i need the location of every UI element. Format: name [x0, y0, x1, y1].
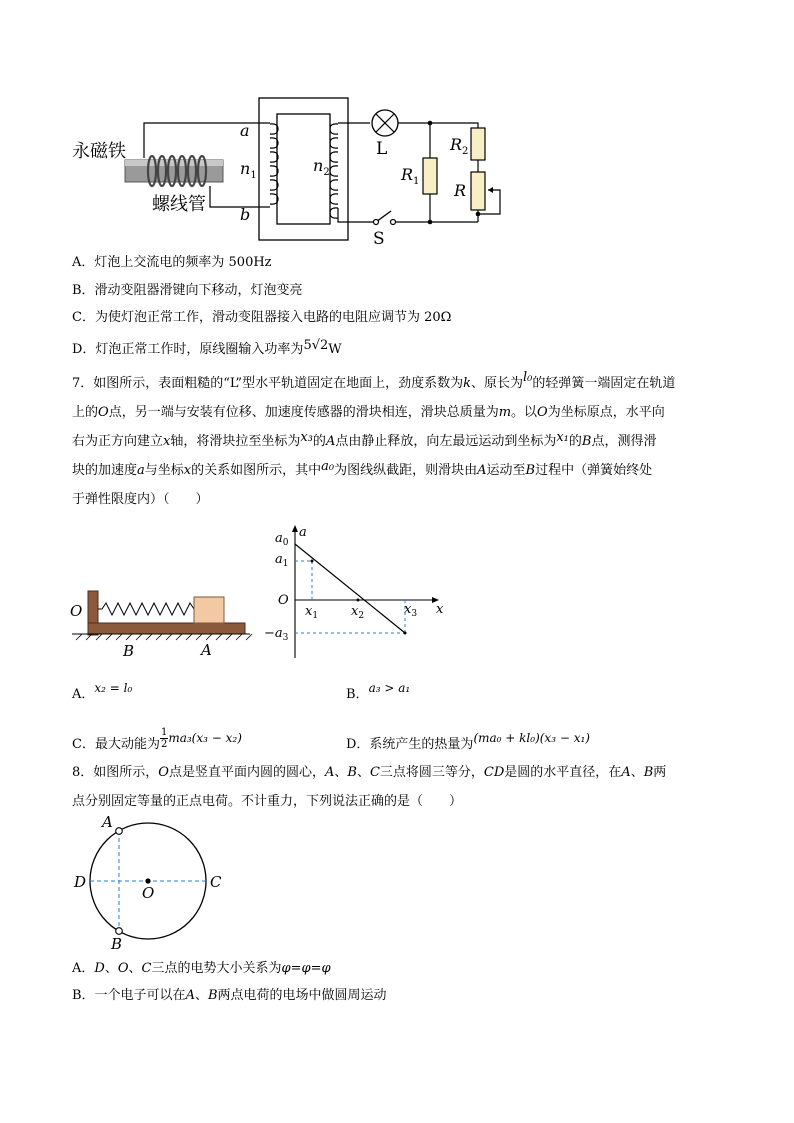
q6-option-d-unit: W [328, 342, 342, 357]
n1-label: $n_1$ [240, 159, 257, 181]
label-b: B [111, 935, 123, 952]
q7-option-c-frac-den: 2 [160, 739, 168, 750]
q6-option-b: B．滑动变阻器滑键向下移动，灯泡变亮 [72, 283, 303, 298]
q7-option-c-label: C．最大动能为 [72, 737, 160, 752]
q7-option-a-expr: x₂ = l₀ [94, 681, 133, 695]
label-d: D [74, 873, 87, 891]
q7-option-b-expr: a₃ > a₁ [368, 681, 411, 695]
tick-label-a1: $a_1$ [275, 552, 289, 569]
y-axis-arrow [292, 525, 298, 532]
q7-option-d-expr: (ma₀ + kl₀)(x₃ − x₁) [473, 731, 590, 745]
resistor-r2 [471, 128, 485, 160]
data-point-x1 [311, 560, 314, 563]
origin-label: O [278, 593, 289, 608]
q6-option-d-value: 5√2 [303, 338, 329, 353]
q8-option-b: B．一个电子可以在A、B两点电荷的电场中做圆周运动 [72, 988, 387, 1003]
q7-option-c-frac-num: 1 [160, 727, 168, 738]
point-b-label: B [123, 642, 135, 660]
spring [98, 603, 194, 615]
axis-label-x: x [436, 602, 444, 617]
resistor-r1 [423, 158, 437, 194]
axis-label-a: a [299, 525, 307, 540]
tick-label-x3: $x_3$ [404, 602, 418, 619]
q6-option-c: C．为使灯泡正常工作，滑动变阻器接入电路的电阻应调节为 20Ω [72, 310, 452, 325]
switch-label: S [373, 229, 385, 249]
wire-a [144, 123, 270, 158]
rail-base [88, 623, 245, 634]
label-c: C [210, 873, 222, 891]
ground-hatch [76, 634, 252, 640]
circle-charges-figure [70, 812, 230, 952]
q7-option-b [346, 683, 410, 702]
r1-label: $R_1$ [401, 165, 420, 187]
label-a: A [102, 813, 113, 831]
switch-contact [391, 220, 396, 225]
tick-label-neg-a3: $-a_3$ [264, 626, 289, 643]
charge-b [116, 928, 123, 935]
q7-option-c-expr: ma₃(x₃ − x₂) [168, 731, 242, 745]
q6-option-d-text: D．灯泡正常工作时，原线圈输入功率为 [72, 342, 304, 357]
acceleration-graph [262, 522, 452, 662]
q7-option-a [72, 683, 132, 702]
q6-option-a: A．灯泡上交流电的频率为 500Hz [72, 255, 272, 270]
n2-label: $n_2$ [313, 156, 330, 178]
tick-label-x1: $x_1$ [305, 604, 319, 621]
lamp-label: L [376, 139, 388, 159]
slider-block [194, 597, 224, 623]
point-a-label: A [201, 641, 212, 659]
terminal-a-label: a [240, 121, 250, 140]
q6-option-d [72, 338, 342, 359]
tick-label-a0: $a_0$ [275, 531, 289, 548]
rheostat [471, 172, 485, 210]
q8-option-a: A．D、O、C三点的电势大小关系为φ=φ=φ [72, 961, 331, 976]
data-point-x2 [357, 599, 360, 602]
rheostat-label: R [454, 181, 467, 200]
charge-a [116, 828, 123, 835]
wire-b [210, 186, 270, 207]
r2-label: $R_2$ [450, 135, 469, 157]
rail-spring-figure [66, 585, 256, 660]
q7-option-a-label: A． [72, 687, 95, 702]
q7-option-b-label: B． [346, 687, 369, 702]
q7-stem: 7．如图所示，表面粗糙的“L”型水平轨道固定在地面上，劲度系数为k、原长为l₀的轻弹簧一端固定在轨道 上的O点，另一端与安装有位移、加速度传感器的滑块相连，滑块总质量为m。以O为坐标原点，水平向 右为正方向建立x轴，将滑块拉至坐标为x₃的A点由静止释放，向左最远运动到坐标为x₁的B点，测得滑 块的加速度a与坐标x的关系如图所示，其中a₀为图线纵截距，则滑块由A运动至B过程中（弹簧始终处 于弹性限度内）（ ） [72, 370, 676, 507]
transformer-core-outer [259, 98, 348, 240]
wall-o-label: O [70, 602, 83, 620]
tick-label-x2: $x_2$ [351, 604, 365, 621]
q7-option-d-label: D．系统产生的热量为 [346, 737, 474, 752]
terminal-b-label: b [240, 205, 251, 224]
wire-top-right [398, 123, 478, 128]
q7-option-d [346, 733, 590, 752]
center-o [145, 878, 150, 883]
data-point-x3 [404, 632, 407, 635]
q7-option-c [72, 727, 242, 756]
secondary-coil [330, 124, 338, 218]
label-o: O [142, 884, 155, 902]
transformer-circuit-figure [60, 90, 510, 250]
solenoid-label: 螺线管 [152, 194, 206, 215]
q8-stem: 8．如图所示，O点是竖直平面内圆的圆心，A、B、C三点将圆三等分，CD是圆的水平直径，在A、B两 点分别固定等量的正点电荷。不计重力，下列说法正确的是（ ） [72, 765, 667, 809]
magnet-label: 永磁铁 [72, 141, 126, 162]
